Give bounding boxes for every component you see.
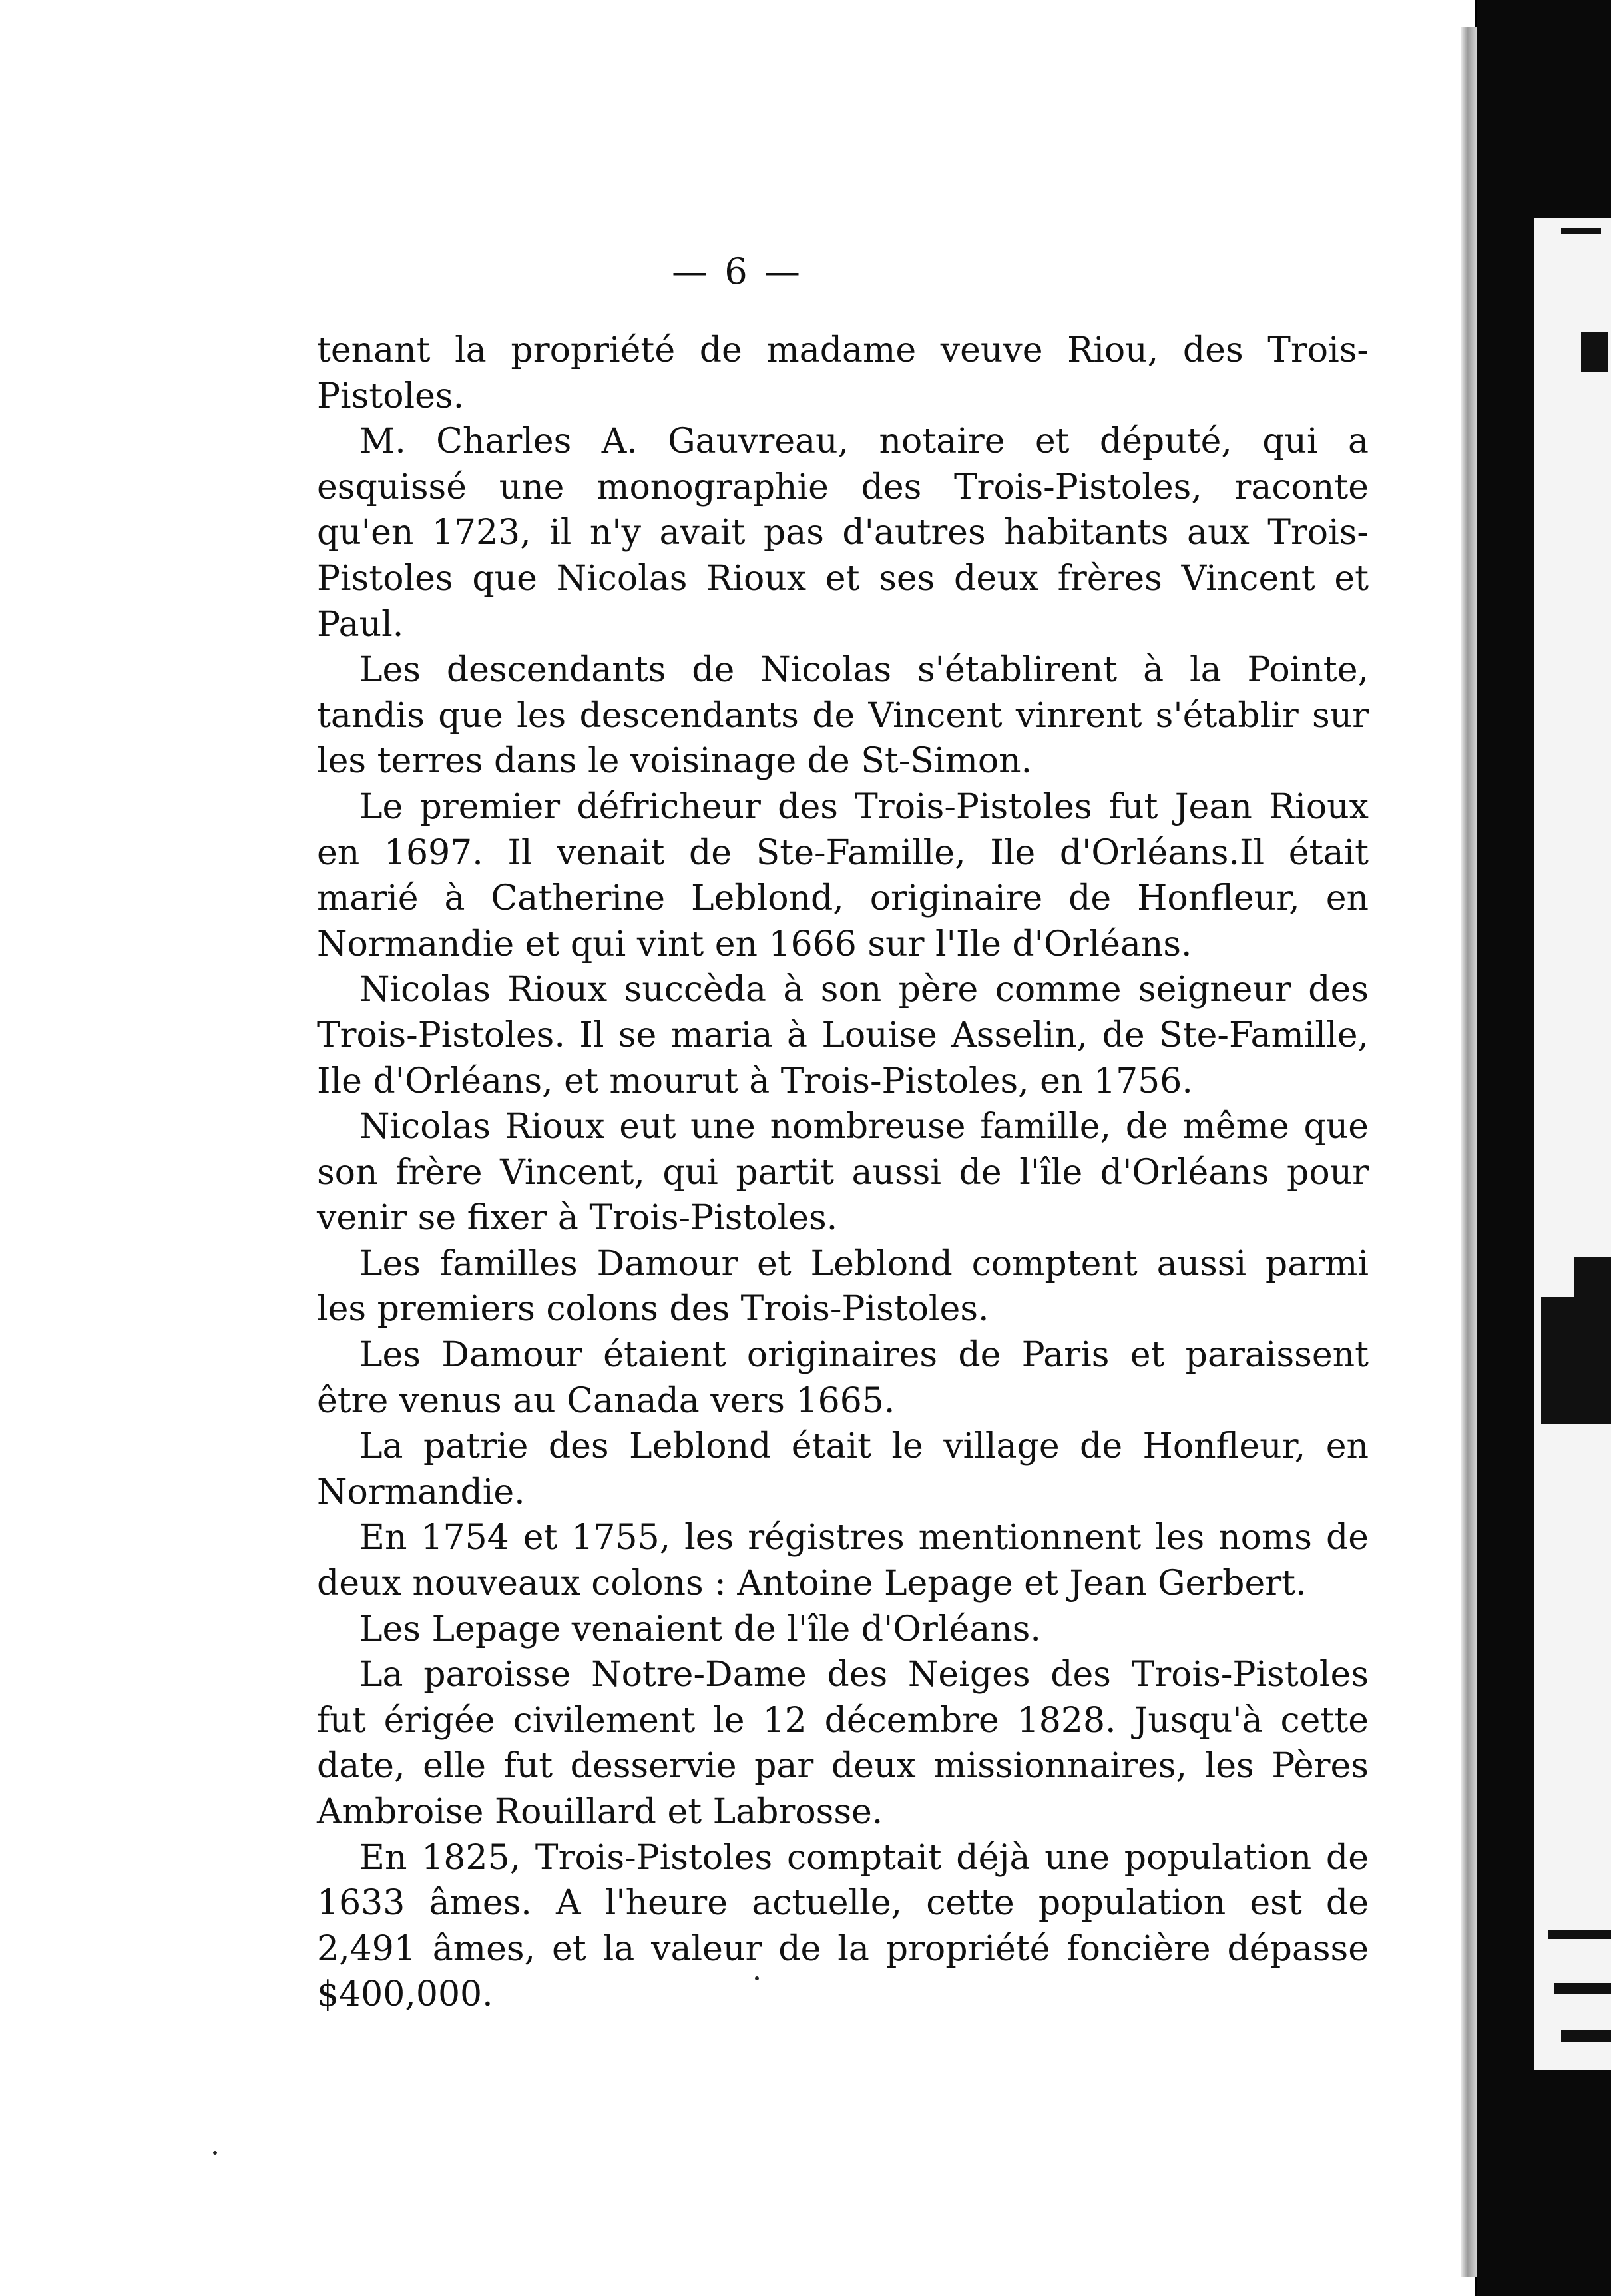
paragraph-13: En 1825, Trois-Pistoles comptait déjà une population de 1633 âmes. A l'heure actuelle, cette population est de 2,491 âmes, et la valeur de la propriété foncière dépasse $400,000. xyxy=(317,1837,1369,2015)
adjacent-page-ink xyxy=(1581,332,1608,372)
paragraph-1: tenant la propriété de madame veuve Riou, des Trois-Pistoles. xyxy=(317,330,1369,416)
ink-speck xyxy=(755,1976,759,1980)
paragraph-11: Les Lepage venaient de l'île d'Orléans. xyxy=(359,1609,1041,1649)
ink-speck xyxy=(213,2151,217,2155)
adjacent-page-ink xyxy=(1554,1983,1611,1994)
paragraph-10: En 1754 et 1755, les régistres mentionnent les noms de deux nouveaux colons : Antoine Lepage et Jean Gerbert. xyxy=(317,1518,1369,1604)
paragraph-3: Les descendants de Nicolas s'établirent à la Pointe, tandis que les descendants de Vincent vinrent s'établir sur les terres dans le voisinage de St-Simon. xyxy=(317,650,1369,782)
paragraph-9: La patrie des Leblond était le village de Honfleur, en Normandie. xyxy=(317,1426,1369,1512)
adjacent-page-ink xyxy=(1561,228,1601,234)
paragraph-12: La paroisse Notre-Dame des Neiges des Trois-Pistoles fut érigée civilement le 12 décembre 1828. Jusqu'à cette date, elle fut desservie par deux missionnaires, les Pères Ambroise Rouillard et Labrosse. xyxy=(317,1655,1369,1832)
adjacent-page-ink xyxy=(1561,2030,1611,2042)
paragraph-8: Les Damour étaient originaires de Paris et paraissent être venus au Canada vers 1665. xyxy=(317,1335,1369,1421)
adjacent-page-ink xyxy=(1548,1930,1611,1939)
adjacent-page-strip xyxy=(1534,218,1611,2070)
paragraph-6: Nicolas Rioux eut une nombreuse famille, de même que son frère Vincent, qui partit aussi de l'île d'Orléans pour venir se fixer à Trois-Pistoles. xyxy=(317,1107,1369,1239)
adjacent-page-ink xyxy=(1541,1297,1611,1424)
paragraph-4: Le premier défricheur des Trois-Pistoles fut Jean Rioux en 1697. Il venait de Ste-Famille, Ile d'Orléans.Il était marié à Catherine Leblond, originaire de Honfleur, en Normandie et qui vint en 1666 sur l'Ile d'Orléans. xyxy=(317,786,1369,964)
body-text xyxy=(317,328,1369,2018)
paragraph-2: M. Charles A. Gauvreau, notaire et député, qui a esquissé une monographie des Trois-Pistoles, raconte qu'en 1723, il n'y avait pas d'autres habitants aux Trois-Pistoles que Nicolas Rioux et ses deux frères Vincent et Paul. xyxy=(317,422,1369,645)
adjacent-page-ink xyxy=(1574,1257,1611,1297)
page-edge-shadow xyxy=(1461,27,1477,2277)
page-number: — 6 — xyxy=(672,250,803,292)
paragraph-5: Nicolas Rioux succèda à son père comme seigneur des Trois-Pistoles. Il se maria à Louise Asselin, de Ste-Famille, Ile d'Orléans, et mourut à Trois-Pistoles, en 1756. xyxy=(317,970,1369,1101)
paragraph-7: Les familles Damour et Leblond comptent aussi parmi les premiers colons des Trois-Pistoles. xyxy=(317,1243,1369,1330)
